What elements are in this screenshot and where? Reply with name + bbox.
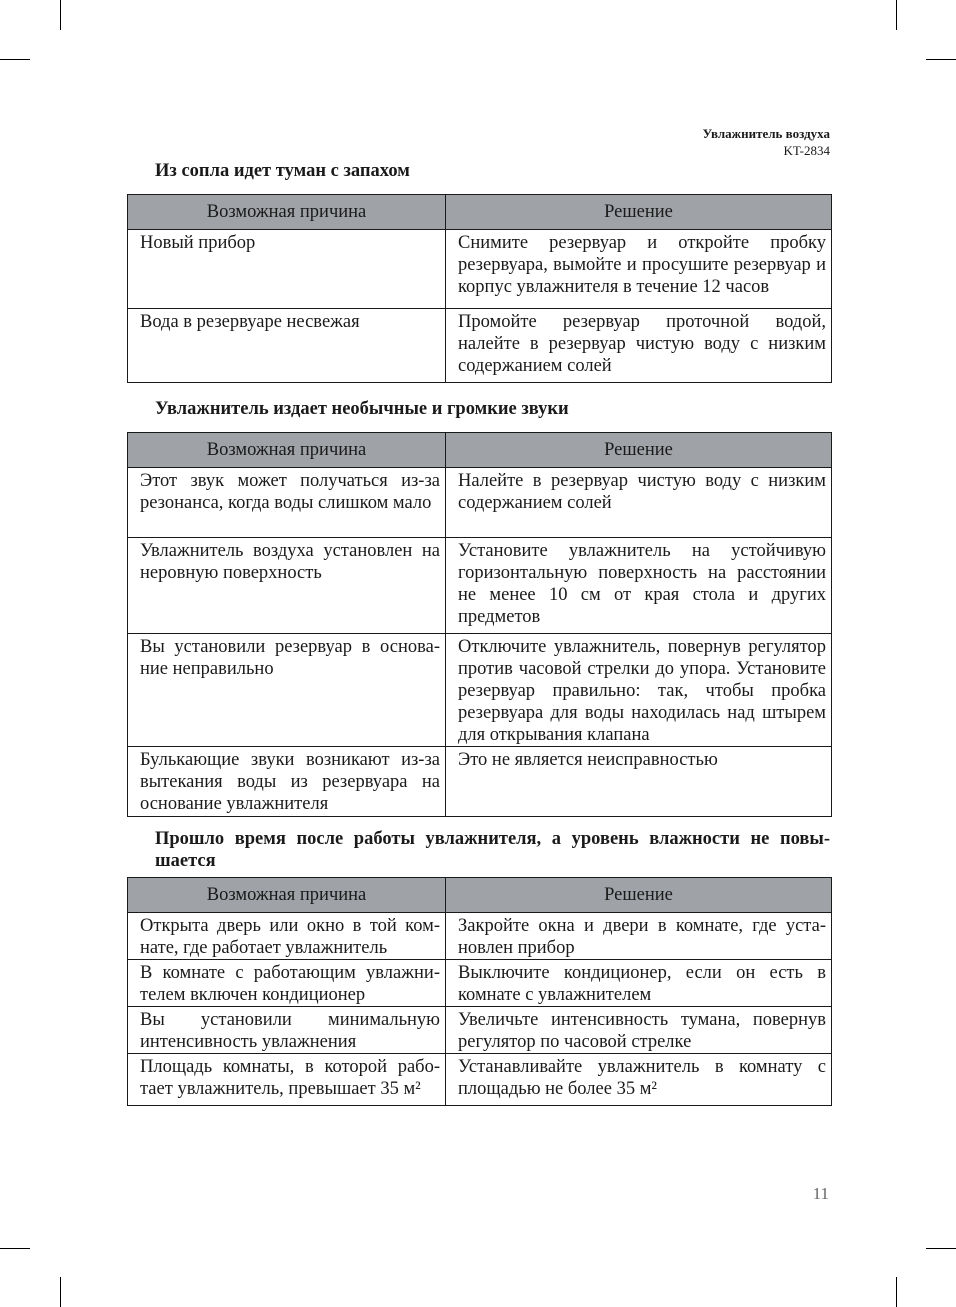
column-header-cause: Возможная причина	[128, 433, 446, 468]
header-product: Увлажнитель воздуха	[702, 126, 830, 141]
cause-cell: Увлажнитель воздуха установлен на неровную поверхность	[128, 538, 446, 634]
troubleshoot-table-smell	[127, 194, 832, 383]
table-row	[128, 538, 832, 634]
solution-cell: Выключите кондиционер, если он есть в комнате с увлажнителем	[446, 960, 832, 1007]
cause-cell: Булькающие звуки возникают из-за вытекания воды из резервуара на основание увлажнителя	[128, 747, 446, 817]
section-title-smell: Из сопла идет туман с запахом	[155, 161, 410, 181]
solution-cell: Налейте в резервуар чистую воду с низким содержанием солей	[446, 468, 832, 538]
troubleshoot-table-humidity	[127, 877, 832, 1106]
table-row	[128, 468, 832, 538]
table-row	[128, 1054, 832, 1106]
column-header-solution: Решение	[446, 195, 832, 230]
table-row	[128, 747, 832, 817]
running-header	[703, 125, 830, 159]
cause-cell: Площадь комнаты, в которой работает увлажнитель, превышает 35 м²	[128, 1054, 446, 1106]
cause-cell: Открыта дверь или окно в той комнате, где работает увлажнитель	[128, 913, 446, 960]
solution-cell: Увеличьте интенсивность тумана, повернув регулятор по часовой стрелке	[446, 1007, 832, 1054]
table-row	[128, 230, 832, 309]
cause-cell: Вода в резервуаре несвежая	[128, 309, 446, 383]
solution-cell: Снимите резервуар и откройте пробку резервуара, вымойте и просушите резервуар и корпус увлажнителя в течение 12 часов	[446, 230, 832, 309]
cause-cell: Вы установили резервуар в основание неправильно	[128, 634, 446, 747]
cause-cell: Новый прибор	[128, 230, 446, 309]
column-header-solution: Решение	[446, 433, 832, 468]
crop-mark	[896, 1277, 897, 1307]
column-header-solution: Решение	[446, 878, 832, 913]
page-number: 11	[812, 1184, 829, 1203]
crop-mark	[0, 59, 30, 60]
solution-cell: Устанавливайте увлажнитель в комнату с площадью не более 35 м²	[446, 1054, 832, 1106]
crop-mark	[0, 1248, 30, 1249]
column-header-cause: Возможная причина	[128, 195, 446, 230]
section-title-humidity: Прошло время после работы увлажнителя, а уровень влажности не повышается	[155, 829, 830, 871]
crop-mark	[896, 0, 897, 30]
solution-cell: Отключите увлажнитель, повернув регулятор против часовой стрелки до упора. Установите резервуар правильно: так, чтобы пробка резервуара для воды находилась над штырем для открывания клапана	[446, 634, 832, 747]
troubleshoot-table-noise	[127, 432, 832, 817]
solution-cell: Закройте окна и двери в комнате, где установлен прибор	[446, 913, 832, 960]
table-row	[128, 1007, 832, 1054]
table-row	[128, 309, 832, 383]
cause-cell: Вы установили минимальную интенсивность увлажнения	[128, 1007, 446, 1054]
crop-mark	[60, 0, 61, 30]
solution-cell: Установите увлажнитель на устойчивую горизонтальную поверхность на расстоянии не менее 10 см от края стола и других предметов	[446, 538, 832, 634]
crop-mark	[926, 59, 956, 60]
solution-cell: Промойте резервуар проточной водой, налейте в резервуар чистую воду с низким содержанием солей	[446, 309, 832, 383]
header-model: KT-2834	[783, 143, 830, 158]
cause-cell: В комнате с работающим увлажнителем включен кондиционер	[128, 960, 446, 1007]
table-row	[128, 913, 832, 960]
column-header-cause: Возможная причина	[128, 878, 446, 913]
table-row	[128, 960, 832, 1007]
section-title-noise: Увлажнитель издает необычные и громкие звуки	[155, 399, 569, 419]
crop-mark	[60, 1277, 61, 1307]
cause-cell: Этот звук может получаться из-за резонанса, когда воды слишком мало	[128, 468, 446, 538]
solution-cell: Это не является неисправностью	[446, 747, 832, 817]
crop-mark	[926, 1248, 956, 1249]
table-row	[128, 634, 832, 747]
